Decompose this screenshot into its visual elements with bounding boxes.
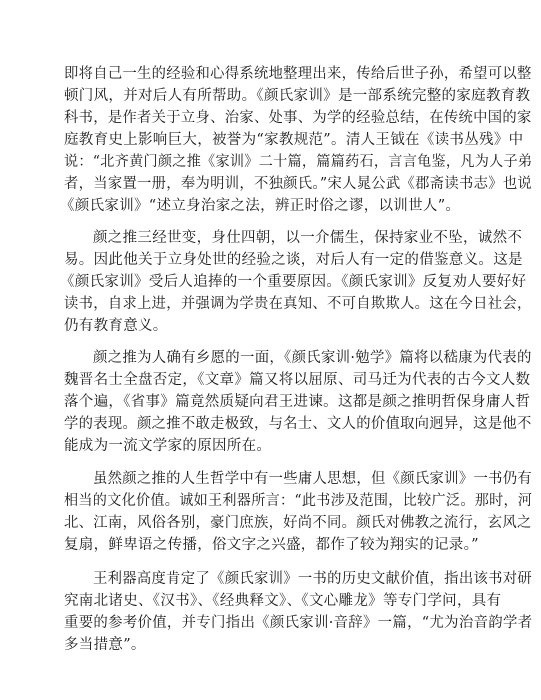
- text-line: 魏晋名士全盘否定，《文章》篇又将以屈原、司马迁为代表的古今文人数: [64, 372, 531, 388]
- text-line: 相当的文化价值。诚如王利器所言：“此书涉及范围，比较广泛。那时，河: [64, 493, 533, 509]
- text-line: 究南北诸史、《汉书》、《经典释文》、《文心雕龙》等专门学问，具有: [64, 593, 502, 609]
- text-line: 复扇，鲜卑语之传播，俗文字之兴盛，都作了较为翔实的记录。”: [64, 537, 479, 553]
- text-line: 颜之推为人确有乡愿的一面，《颜氏家训·勉学》篇将以嵇康为代表的: [93, 350, 532, 366]
- text-line: 说：“北齐黄门颜之推《家训》二十篇，篇篇药石，言言龟鉴，凡为人子弟: [64, 154, 533, 170]
- text-line: 能成为一流文学家的原因所在。: [64, 438, 272, 454]
- text-line: 北、江南，风俗各别，豪门庶族，好尚不同。颜氏对佛教之流行，玄风之: [64, 515, 532, 531]
- text-line: 《颜氏家训》“述立身治家之法，辨正时俗之谬，以训世人”。: [60, 198, 461, 214]
- text-line: 颜之推三经世变，身仕四朝，以一介儒生，保持家业不坠，诚然不: [93, 230, 523, 246]
- text-line: 者，当家置一册，奉为明训，不独颜氏。”宋人晁公武《郡斋读书志》也说: [64, 176, 533, 192]
- text-line: 重要的参考价值，并专门指出《颜氏家训·音辞》一篇，“尤为治音韵学者: [64, 615, 533, 631]
- text-line: 仍有教育意义。: [64, 318, 168, 334]
- text-line: 庭教育史上影响巨大，被誉为“家教规范”。清人王钺在《读书丛残》中: [64, 132, 524, 148]
- text-line: 科书，是作者关于立身、治家、处事、为学的经验总结，在传统中国的家: [64, 110, 532, 126]
- text-line: 多当措意”。: [64, 637, 146, 653]
- text-line: 顿门风，并对后人有所帮助。《颜氏家训》是一部系统完整的家庭教育教: [64, 88, 531, 104]
- text-line: 易。因此他关于立身处世的经验之谈，对后人有一定的借鉴意义。这是: [64, 252, 523, 268]
- text-line: 即将自己一生的经验和心得系统地整理出来，传给后世子孙，希望可以整: [64, 66, 532, 82]
- text-line: 《颜氏家训》受后人追捧的一个重要原因。《颜氏家训》反复劝人要好好: [60, 274, 527, 290]
- text-line: 虽然颜之推的人生哲学中有一些庸人思想，但《颜氏家训》一书仍有: [93, 471, 532, 487]
- text-line: 学的表现。颜之推不敢走极致，与名士、文人的价值取向迥异，这是他不: [64, 416, 532, 432]
- text-line: 读书，自求上进，并强调为学贵在真知、不可自欺欺人。这在今日社会，: [64, 296, 532, 312]
- text-line: 落个遍，《省事》篇竟然质疑向君王进谏。这都是颜之推明哲保身庸人哲: [64, 394, 531, 410]
- text-line: 王利器高度肯定了《颜氏家训》一书的历史文献价值，指出该书对研: [93, 571, 532, 587]
